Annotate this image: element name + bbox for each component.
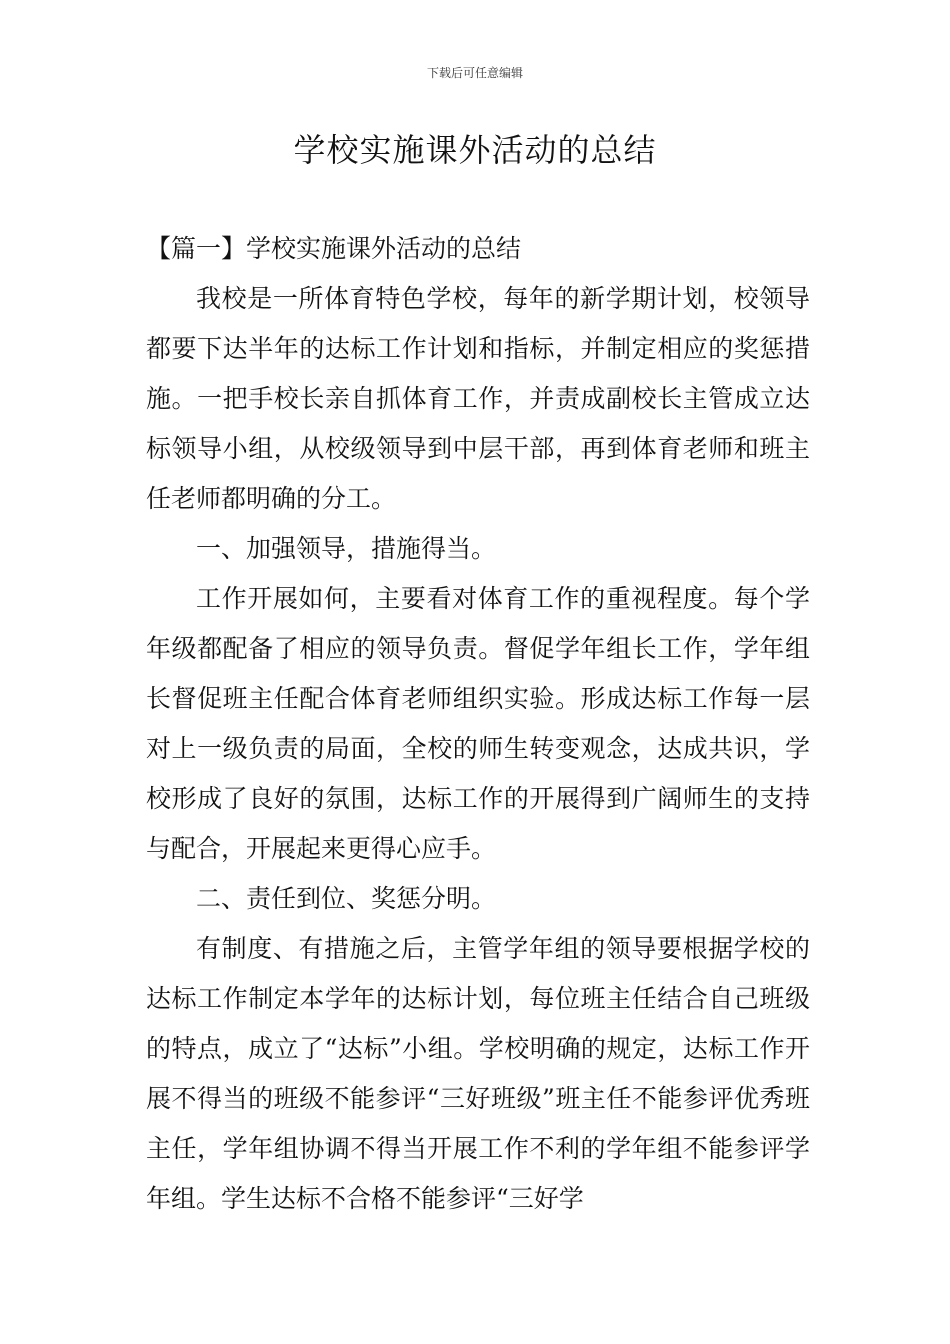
section-heading: 【篇一】学校实施课外活动的总结 [146, 234, 522, 263]
document-body [146, 224, 810, 1224]
paragraph-1: 我校是一所体育特色学校，每年的新学期计划，校领导都要下达半年的达标工作计划和指标，并制定相应的奖惩措施。一把手校长亲自抓体育工作，并责成副校长主管成立达标领导小组，从校级领导到中层干部，再到体育老师和班主任老师都明确的分工。 [146, 284, 810, 513]
document-title: 学校实施课外活动的总结 [293, 131, 657, 169]
subheading-1: 一、加强领导，措施得当。 [196, 534, 497, 563]
subheading-2: 二、责任到位、奖惩分明。 [196, 884, 497, 913]
header-note: 下载后可任意编辑 [426, 66, 523, 80]
paragraph-2: 工作开展如何，主要看对体育工作的重视程度。每个学年级都配备了相应的领导负责。督促学年组长工作，学年组长督促班主任配合体育老师组织实验。形成达标工作每一层对上一级负责的局面，全校的师生转变观念，达成共识，学校形成了良好的氛围，达标工作的开展得到广阔师生的支持与配合，开展起来更得心应手。 [146, 584, 810, 863]
paragraph-3: 有制度、有措施之后，主管学年组的领导要根据学校的达标工作制定本学年的达标计划，每位班主任结合自己班级的特点，成立了“达标”小组。学校明确的规定，达标工作开展不得当的班级不能参评“三好班级”班主任不能参评优秀班主任，学年组协调不得当开展工作不利的学年组不能参评学年组。学生达标不合格不能参评“三好学 [146, 934, 810, 1213]
